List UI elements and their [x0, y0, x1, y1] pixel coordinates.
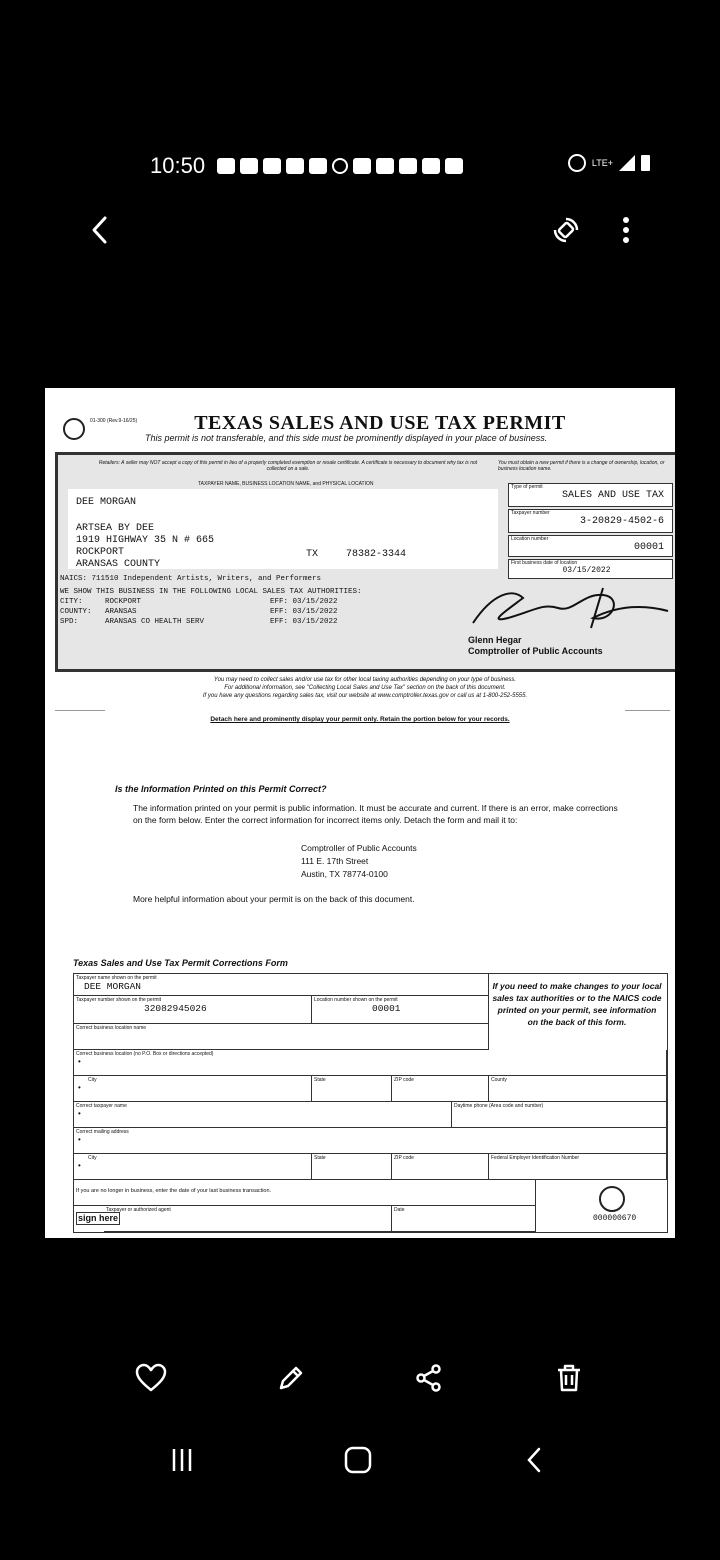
- home-button[interactable]: [338, 1440, 378, 1480]
- cf-taxpayer-name-cell: Correct taxpayer name •: [74, 1102, 452, 1128]
- circle-icon: [332, 158, 348, 174]
- retailer-notice: Retailers: A seller may NOT accept a copy of this permit in lieu of a properly completed exemption or resale certificate. A certificate is necessary to document why tax is not collected on a sale.: [98, 460, 478, 472]
- youtube-icon: [399, 158, 417, 174]
- more-vertical-icon: [621, 215, 631, 245]
- authority-row: CITY: ROCKPORT EFF: 03/15/2022: [60, 598, 338, 606]
- signer-block: [468, 635, 603, 657]
- snapchat-icon: [240, 158, 258, 174]
- detach-line-left: [55, 710, 105, 711]
- business-state: TX: [306, 549, 319, 560]
- gmail-icon: [353, 158, 371, 174]
- chevron-left-icon: [524, 1445, 544, 1475]
- rotate-icon: [551, 215, 581, 245]
- delete-button[interactable]: [549, 1358, 589, 1398]
- recent-apps-button[interactable]: [162, 1440, 202, 1480]
- document-image: [45, 388, 675, 1238]
- naics-line: NAICS: 711510 Independent Artists, Writers, and Performers: [60, 575, 322, 583]
- cf-state-cell: State: [312, 1076, 392, 1102]
- texas-seal-icon: [599, 1186, 625, 1212]
- authorities-heading: WE SHOW THIS BUSINESS IN THE FOLLOWING LOCAL SALES TAX AUTHORITIES:: [60, 588, 362, 596]
- cf-county-cell: County: [489, 1076, 667, 1102]
- status-bar: [150, 150, 650, 182]
- system-icons: [568, 154, 650, 172]
- home-icon: [343, 1445, 373, 1475]
- question-body: The information printed on your permit is public information. It must be accurate and current. If there is an error, make corrections on the form below. Enter the correct information for incorrect items only. Detach the form and mail it to:: [133, 803, 618, 825]
- permit-box: [55, 452, 675, 672]
- taxpayer-name: DEE MORGAN: [76, 497, 137, 508]
- cf-mail-city-cell: City •: [74, 1154, 312, 1180]
- snapchat-icon: [263, 158, 281, 174]
- mailing-address: Comptroller of Public Accounts 111 E. 17th Street Austin, TX 78774-0100: [301, 843, 417, 879]
- detach-instruction: Detach here and prominently display your permit only. Retain the portion below for your records.: [210, 716, 510, 723]
- cf-agent-cell: Taxpayer or authorized agent: [104, 1206, 392, 1232]
- first-business-date-box: First business date of location 03/15/2022: [508, 559, 673, 579]
- signer-name: Glenn Hegar: [468, 635, 522, 645]
- cf-phone-cell: Daytime phone (Area code and number): [452, 1102, 667, 1128]
- cf-mailing-cell: Correct mailing address •: [74, 1128, 667, 1154]
- business-zip: 78382-3344: [346, 549, 407, 560]
- permit-subtitle: This permit is not transferable, and this side must be prominently displayed in your place of business.: [145, 433, 548, 443]
- authority-row: COUNTY: ARANSAS EFF: 03/15/2022: [60, 608, 338, 616]
- status-time: 10:50: [150, 153, 206, 178]
- heart-icon: [135, 1363, 167, 1393]
- network-type: LTE+: [591, 157, 613, 168]
- form-id: 01-300 (Rev.9-16/25): [90, 418, 138, 424]
- cf-zip-cell: ZIP code: [392, 1076, 489, 1102]
- share-button[interactable]: [409, 1358, 449, 1398]
- authorities-list: [60, 597, 338, 627]
- image-icon: [445, 158, 463, 174]
- signal-icon: [619, 155, 635, 171]
- cf-business-name-cell: Correct business location name: [74, 1024, 489, 1050]
- corrections-form-title: Texas Sales and Use Tax Permit Corrections Form: [73, 958, 288, 968]
- more-options-button[interactable]: [606, 210, 646, 250]
- business-line: ARANSAS COUNTY: [76, 559, 161, 570]
- question-title: Is the Information Printed on this Permit Correct?: [115, 784, 327, 794]
- cf-no-longer-cell: If you are no longer in business, enter the date of your last business transaction.: [74, 1180, 536, 1206]
- cf-name-cell: Taxpayer name shown on the permit DEE MORGAN: [74, 974, 489, 996]
- collect-notice: You may need to collect sales and/or use tax for other local taxing authorities depending on your type of business. For additional information, see "Collecting Local Sales and Use Tax" section on the back of this document. If you have any questions regarding sales tax, visit our website at www.comptroller.texas.gov or call us at 1-800-252-5555.: [202, 677, 528, 699]
- trash-icon: [555, 1363, 583, 1393]
- cf-mail-zip-cell: ZIP code: [392, 1154, 489, 1180]
- app-icon: [422, 158, 440, 174]
- detach-line-right: [625, 710, 670, 711]
- pencil-icon: [276, 1363, 306, 1393]
- edit-button[interactable]: [271, 1358, 311, 1398]
- sign-here-label: sign here: [78, 1213, 119, 1223]
- youtube-icon: [286, 158, 304, 174]
- permit-title: TEXAS SALES AND USE TAX PERMIT: [194, 412, 566, 434]
- favorite-button[interactable]: [131, 1358, 171, 1398]
- snapchat-icon: [217, 158, 235, 174]
- taxpayer-number-box: Taxpayer number 3-20829-4502-6: [508, 509, 673, 533]
- check-icon: [376, 158, 394, 174]
- battery-icon: [641, 155, 650, 171]
- authority-row: SPD: ARANSAS CO HEALTH SERV EFF: 03/15/2022: [60, 618, 338, 626]
- taxpayer-header-label: TAXPAYER NAME, BUSINESS LOCATION NAME, and PHYSICAL LOCATION: [198, 481, 374, 487]
- cf-taxpayer-number-cell: Taxpayer number shown on the permit 32082945026: [74, 996, 312, 1024]
- permit-type-box: Type of permit SALES AND USE TAX: [508, 483, 673, 507]
- nav-back-button[interactable]: [514, 1440, 554, 1480]
- business-address: [76, 523, 214, 571]
- more-info-text: More helpful information about your permit is on the back of this document.: [133, 894, 415, 904]
- chevron-left-icon: [90, 215, 110, 245]
- auto-rotate-button[interactable]: [546, 210, 586, 250]
- cf-city-cell: City •: [74, 1076, 312, 1102]
- signer-title: Comptroller of Public Accounts: [468, 646, 603, 656]
- alarm-icon: [568, 154, 586, 172]
- cf-business-location-cell: Correct business location (no P.O. Box or directions accepted) •: [74, 1050, 667, 1076]
- business-line: ROCKPORT: [76, 547, 125, 558]
- business-line: ARTSEA BY DEE: [76, 523, 155, 534]
- cf-mail-state-cell: State: [312, 1154, 392, 1180]
- cf-location-number-cell: Location number shown on the permit 00001: [312, 996, 489, 1024]
- cf-right-note: If you need to make changes to your local sales tax authorities or to the NAICS code printed on your permit, see information on the back of this form.: [492, 981, 662, 1027]
- cf-date-cell: Date: [392, 1206, 536, 1232]
- right-notice: You must obtain a new permit if there is a change of ownership, location, or business location name.: [498, 460, 665, 472]
- corrections-form: [73, 973, 668, 1233]
- recent-apps-icon: [168, 1446, 196, 1474]
- cf-fein-cell: Federal Employer Identification Number: [489, 1154, 667, 1180]
- share-icon: [414, 1363, 444, 1393]
- notification-icons: [217, 158, 463, 174]
- business-line: 1919 HIGHWAY 35 N # 665: [76, 535, 215, 546]
- signature-icon: [463, 583, 673, 633]
- document-number: 000000670: [593, 1214, 637, 1223]
- back-button[interactable]: [80, 210, 120, 250]
- location-number-box: Location number 00001: [508, 535, 673, 557]
- youtube-icon: [309, 158, 327, 174]
